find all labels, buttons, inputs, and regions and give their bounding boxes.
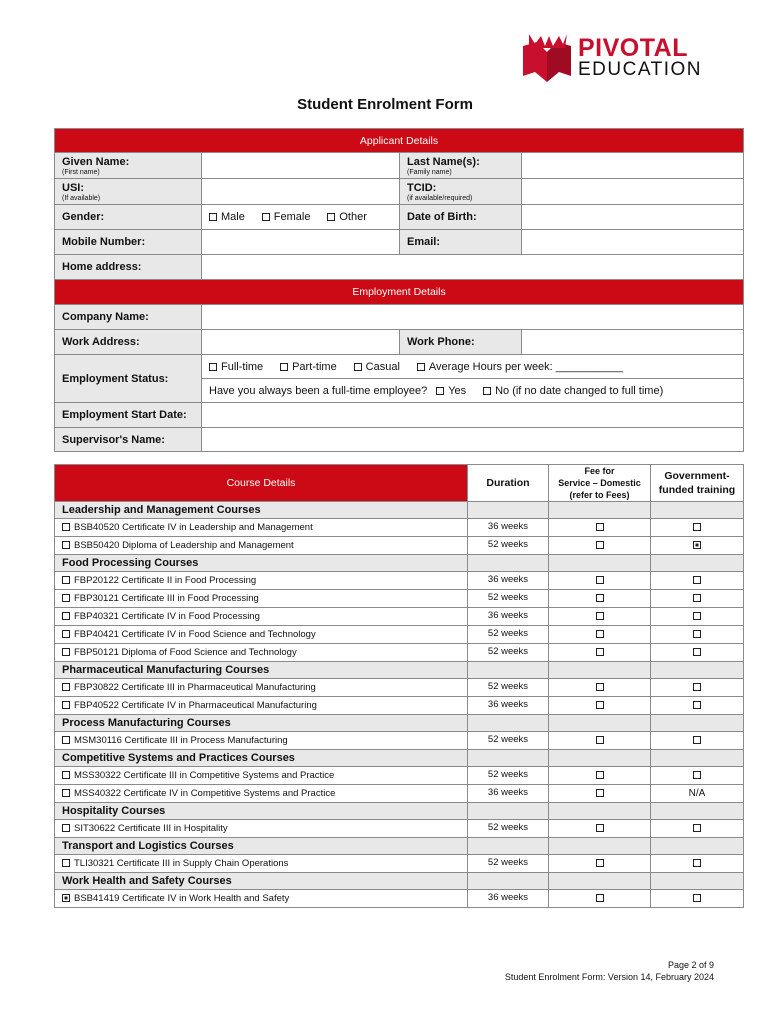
course-label: FBP40321 Certificate IV in Food Processing [74, 611, 260, 622]
course-checkbox[interactable] [62, 789, 70, 797]
checkbox[interactable] [280, 363, 288, 371]
empty-cell [468, 873, 549, 890]
gov-cell [651, 590, 744, 608]
fee-checkbox[interactable] [596, 771, 604, 779]
work-address-field[interactable] [202, 330, 400, 355]
fee-checkbox[interactable] [596, 824, 604, 832]
course-duration: 36 weeks [468, 785, 549, 803]
email-field[interactable] [522, 230, 744, 255]
gender-option-male[interactable]: Male [209, 211, 245, 223]
applicant-details-header: Applicant Details [55, 129, 744, 153]
gov-cell [651, 608, 744, 626]
course-label: FBP30822 Certificate III in Pharmaceutical Manufacturing [74, 682, 316, 693]
course-row [55, 626, 744, 644]
empty-cell [651, 715, 744, 732]
course-label: FBP40522 Certificate IV in Pharmaceutical Manufacturing [74, 700, 317, 711]
gov-checkbox[interactable] [693, 648, 701, 656]
full-time-no-option[interactable]: No (if no date changed to full time) [483, 385, 663, 397]
status-option-casual[interactable]: Casual [354, 361, 400, 373]
mobile-field[interactable] [202, 230, 400, 255]
course-checkbox[interactable] [62, 701, 70, 709]
pivotal-education-logo [519, 32, 719, 84]
checkbox[interactable] [209, 363, 217, 371]
fee-cell [549, 697, 651, 715]
gov-cell [651, 644, 744, 662]
course-row [55, 644, 744, 662]
gender-option-female[interactable]: Female [262, 211, 311, 223]
course-duration: 52 weeks [468, 820, 549, 838]
course-option[interactable] [55, 519, 468, 537]
course-option[interactable] [55, 855, 468, 873]
course-row [55, 767, 744, 785]
fee-cell [549, 679, 651, 697]
course-checkbox[interactable] [62, 771, 70, 779]
gov-checkbox[interactable] [693, 523, 701, 531]
full-time-question-text: Have you always been a full-time employee? [209, 384, 428, 397]
gov-checkbox[interactable] [693, 594, 701, 602]
course-row [55, 890, 744, 908]
course-label: MSS30322 Certificate III in Competitive Systems and Practice [74, 770, 335, 781]
gov-checkbox[interactable] [693, 701, 701, 709]
fee-checkbox[interactable] [596, 736, 604, 744]
course-duration: 52 weeks [468, 767, 549, 785]
course-row [55, 537, 744, 555]
fee-checkbox[interactable] [596, 859, 604, 867]
status-option-average-hours[interactable]: Average Hours per week: ___________ [417, 361, 623, 373]
empty-cell [549, 750, 651, 767]
course-option[interactable] [55, 890, 468, 908]
fee-cell [549, 732, 651, 750]
course-label: BSB50420 Diploma of Leadership and Management [74, 540, 294, 551]
checkbox[interactable] [483, 387, 491, 395]
course-category-label: Work Health and Safety Courses [55, 873, 468, 890]
course-duration: 36 weeks [468, 608, 549, 626]
full-time-question [202, 379, 744, 403]
course-checkbox[interactable] [62, 824, 70, 832]
dob-field[interactable] [522, 205, 744, 230]
gov-cell [651, 732, 744, 750]
course-option[interactable] [55, 644, 468, 662]
course-duration: 36 weeks [468, 697, 549, 715]
fee-cell [549, 767, 651, 785]
course-duration: 36 weeks [468, 890, 549, 908]
course-duration: 52 weeks [468, 537, 549, 555]
course-category-row [55, 873, 744, 890]
fee-cell [549, 785, 651, 803]
gov-cell: N/A [651, 785, 744, 803]
course-row [55, 697, 744, 715]
empty-cell [549, 555, 651, 572]
status-option-part-time[interactable]: Part-time [280, 361, 337, 373]
checkbox[interactable] [327, 213, 335, 221]
fee-checkbox[interactable] [596, 594, 604, 602]
course-checkbox[interactable] [62, 736, 70, 744]
start-date-field[interactable] [202, 403, 744, 428]
dob-label: Date of Birth: [400, 205, 522, 230]
gov-checkbox[interactable] [693, 612, 701, 620]
course-option[interactable] [55, 732, 468, 750]
given-name-field[interactable] [202, 153, 400, 179]
course-category-row [55, 838, 744, 855]
employment-status-options [202, 355, 744, 379]
checkbox[interactable] [417, 363, 425, 371]
empty-cell [651, 838, 744, 855]
course-duration: 52 weeks [468, 590, 549, 608]
course-label: FBP40421 Certificate IV in Food Science and Technology [74, 629, 316, 640]
course-label: MSM30116 Certificate III in Process Manufacturing [74, 735, 288, 746]
course-option[interactable] [55, 590, 468, 608]
fee-checkbox[interactable] [596, 789, 604, 797]
course-option[interactable] [55, 820, 468, 838]
gov-cell [651, 537, 744, 555]
gov-header: Government- funded training [651, 465, 744, 502]
page-title: Student Enrolment Form [297, 96, 473, 113]
work-phone-field[interactable] [522, 330, 744, 355]
fee-checkbox[interactable] [596, 701, 604, 709]
course-category-label: Food Processing Courses [55, 555, 468, 572]
course-checkbox[interactable] [62, 594, 70, 602]
course-category-row [55, 662, 744, 679]
fee-cell [549, 519, 651, 537]
course-details-table [54, 464, 744, 908]
gov-checkbox[interactable] [693, 576, 701, 584]
work-address-label: Work Address: [55, 330, 202, 355]
fee-checkbox[interactable] [596, 612, 604, 620]
fee-cell [549, 572, 651, 590]
gov-checkbox[interactable] [693, 541, 701, 549]
empty-cell [468, 715, 549, 732]
course-option[interactable] [55, 626, 468, 644]
course-label: FBP30121 Certificate III in Food Processing [74, 593, 259, 604]
company-name-label: Company Name: [55, 305, 202, 330]
empty-cell [468, 555, 549, 572]
course-category-label: Transport and Logistics Courses [55, 838, 468, 855]
course-label: BSB41419 Certificate IV in Work Health and Safety [74, 893, 290, 904]
fee-cell [549, 608, 651, 626]
start-date-label: Employment Start Date: [55, 403, 202, 428]
gov-cell [651, 767, 744, 785]
course-category-row [55, 750, 744, 767]
fee-cell [549, 626, 651, 644]
empty-cell [651, 873, 744, 890]
empty-cell [651, 555, 744, 572]
form-version: Student Enrolment Form: Version 14, February 2024 [504, 972, 714, 982]
full-time-yes-option[interactable]: Yes [436, 385, 466, 397]
course-category-row [55, 803, 744, 820]
course-row [55, 855, 744, 873]
gender-options [202, 205, 400, 230]
course-label: SIT30622 Certificate III in Hospitality [74, 823, 228, 834]
course-label: FBP20122 Certificate II in Food Processing [74, 575, 257, 586]
fee-cell [549, 537, 651, 555]
empty-cell [468, 803, 549, 820]
gov-cell [651, 626, 744, 644]
course-checkbox[interactable] [62, 541, 70, 549]
course-category-row [55, 555, 744, 572]
empty-cell [468, 662, 549, 679]
fee-cell [549, 590, 651, 608]
course-duration: 52 weeks [468, 732, 549, 750]
course-checkbox[interactable] [62, 683, 70, 691]
course-duration: 52 weeks [468, 644, 549, 662]
course-category-row [55, 715, 744, 732]
checkbox[interactable] [354, 363, 362, 371]
gender-label: Gender: [55, 205, 202, 230]
course-option[interactable] [55, 608, 468, 626]
course-option[interactable] [55, 785, 468, 803]
course-duration: 36 weeks [468, 519, 549, 537]
course-row [55, 519, 744, 537]
tcid-field[interactable] [522, 179, 744, 205]
course-option[interactable] [55, 767, 468, 785]
gov-checkbox[interactable] [693, 859, 701, 867]
gov-checkbox[interactable] [693, 771, 701, 779]
employment-details-header: Employment Details [55, 280, 744, 305]
course-row [55, 679, 744, 697]
empty-cell [651, 502, 744, 519]
course-duration: 52 weeks [468, 626, 549, 644]
course-row [55, 820, 744, 838]
logo-subtitle: EDUCATION [578, 59, 702, 80]
usi-field[interactable] [202, 179, 400, 205]
course-duration: 36 weeks [468, 572, 549, 590]
empty-cell [549, 803, 651, 820]
fee-checkbox[interactable] [596, 576, 604, 584]
fee-checkbox[interactable] [596, 541, 604, 549]
course-details-header: Course Details [55, 465, 468, 502]
gov-checkbox[interactable] [693, 736, 701, 744]
employment-status-label: Employment Status: [55, 355, 202, 403]
tcid-label: TCID: (if available/required) [400, 179, 522, 205]
gov-checkbox[interactable] [693, 683, 701, 691]
empty-cell [549, 873, 651, 890]
fee-checkbox[interactable] [596, 523, 604, 531]
gov-cell [651, 679, 744, 697]
empty-cell [549, 838, 651, 855]
course-option[interactable] [55, 537, 468, 555]
course-row [55, 732, 744, 750]
duration-header: Duration [468, 465, 549, 502]
course-row [55, 785, 744, 803]
last-name-label: Last Name(s): (Family name) [400, 153, 522, 179]
last-name-field[interactable] [522, 153, 744, 179]
course-row [55, 590, 744, 608]
course-category-row [55, 502, 744, 519]
course-label: FBP50121 Diploma of Food Science and Technology [74, 647, 297, 658]
empty-cell [651, 803, 744, 820]
course-checkbox[interactable] [62, 612, 70, 620]
empty-cell [468, 502, 549, 519]
course-option[interactable] [55, 697, 468, 715]
mobile-label: Mobile Number: [55, 230, 202, 255]
fee-cell [549, 855, 651, 873]
checkbox[interactable] [209, 213, 217, 221]
course-option[interactable] [55, 679, 468, 697]
course-checkbox[interactable] [62, 894, 70, 902]
fee-cell [549, 820, 651, 838]
gov-checkbox[interactable] [693, 630, 701, 638]
empty-cell [549, 715, 651, 732]
course-duration: 52 weeks [468, 679, 549, 697]
supervisor-label: Supervisor's Name: [55, 428, 202, 452]
course-category-label: Process Manufacturing Courses [55, 715, 468, 732]
fee-header: Fee for Service – Domestic (refer to Fees) [549, 465, 651, 502]
course-checkbox[interactable] [62, 523, 70, 531]
given-name-label: Given Name: (First name) [55, 153, 202, 179]
gov-cell [651, 572, 744, 590]
course-checkbox[interactable] [62, 859, 70, 867]
logo-wordmark: PIVOTAL [578, 34, 688, 62]
gov-cell [651, 519, 744, 537]
empty-cell [549, 662, 651, 679]
course-label: TLI30321 Certificate III in Supply Chain Operations [74, 858, 289, 869]
checkbox[interactable] [262, 213, 270, 221]
gov-checkbox[interactable] [693, 824, 701, 832]
home-address-label: Home address: [55, 255, 202, 280]
checkbox[interactable] [436, 387, 444, 395]
course-category-label: Leadership and Management Courses [55, 502, 468, 519]
course-checkbox[interactable] [62, 576, 70, 584]
fee-checkbox[interactable] [596, 648, 604, 656]
course-duration: 52 weeks [468, 855, 549, 873]
fee-checkbox[interactable] [596, 630, 604, 638]
supervisor-field[interactable] [202, 428, 744, 452]
empty-cell [549, 502, 651, 519]
course-option[interactable] [55, 572, 468, 590]
course-row [55, 572, 744, 590]
course-category-label: Competitive Systems and Practices Courses [55, 750, 468, 767]
book-icon [519, 32, 575, 84]
gov-checkbox[interactable] [693, 894, 701, 902]
gender-option-other[interactable]: Other [327, 211, 367, 223]
gov-cell [651, 697, 744, 715]
empty-cell [468, 838, 549, 855]
company-name-field[interactable] [202, 305, 744, 330]
gov-cell [651, 820, 744, 838]
empty-cell [651, 750, 744, 767]
gov-cell [651, 890, 744, 908]
course-category-label: Pharmaceutical Manufacturing Courses [55, 662, 468, 679]
course-checkbox[interactable] [62, 630, 70, 638]
course-row [55, 608, 744, 626]
course-checkbox[interactable] [62, 648, 70, 656]
course-label: BSB40520 Certificate IV in Leadership and Management [74, 522, 313, 533]
course-label: MSS40322 Certificate IV in Competitive Systems and Practice [74, 788, 336, 799]
empty-cell [468, 750, 549, 767]
fee-checkbox[interactable] [596, 894, 604, 902]
applicant-employment-table [54, 128, 744, 452]
empty-cell [651, 662, 744, 679]
status-option-full-time[interactable]: Full-time [209, 361, 263, 373]
work-phone-label: Work Phone: [400, 330, 522, 355]
fee-cell [549, 644, 651, 662]
fee-checkbox[interactable] [596, 683, 604, 691]
gov-cell [651, 855, 744, 873]
email-label: Email: [400, 230, 522, 255]
fee-cell [549, 890, 651, 908]
course-category-label: Hospitality Courses [55, 803, 468, 820]
page-number: Page 2 of 9 [667, 960, 714, 970]
home-address-field[interactable] [202, 255, 744, 280]
usi-label: USI: (If available) [55, 179, 202, 205]
